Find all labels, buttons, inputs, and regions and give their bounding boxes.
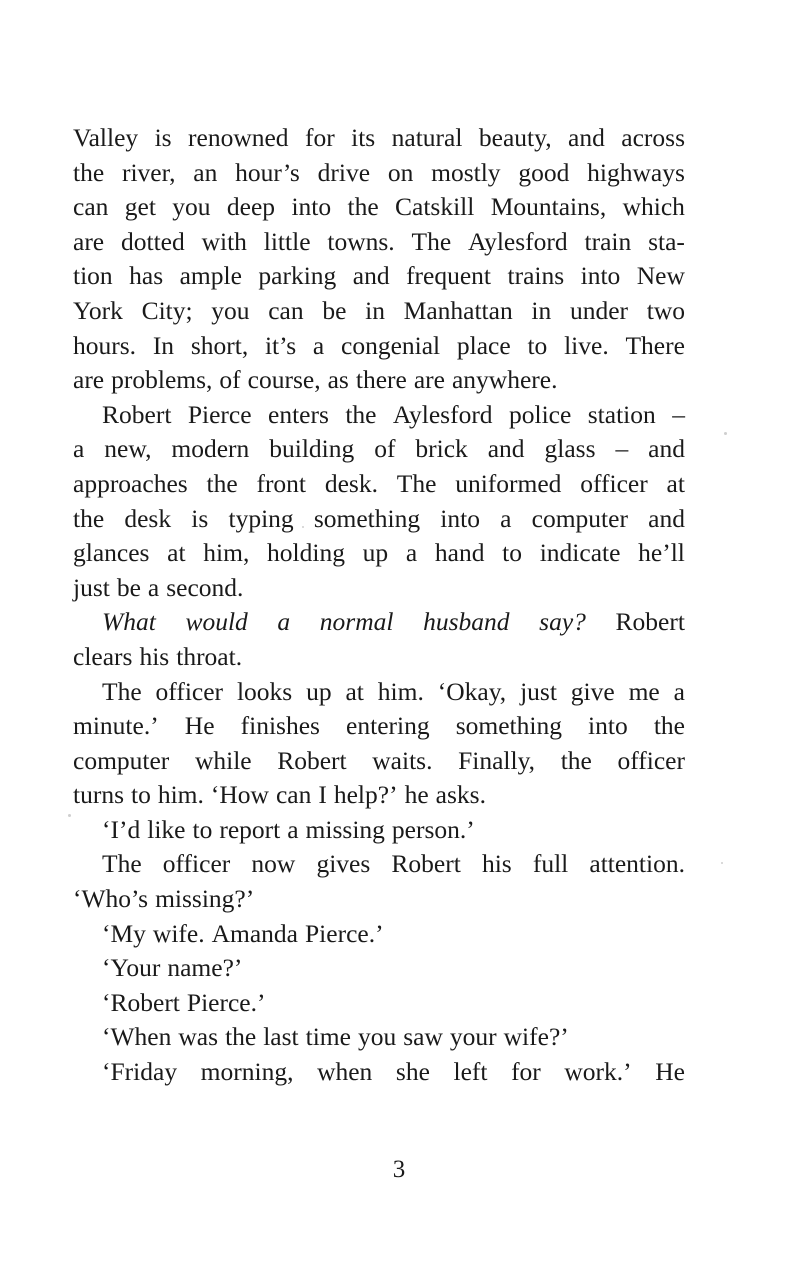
word: throat. xyxy=(176,641,243,671)
word: wife. xyxy=(152,918,205,948)
word: In xyxy=(152,330,175,360)
word: report xyxy=(219,814,281,844)
word: a xyxy=(312,330,325,360)
word: at xyxy=(345,676,364,706)
word: deep xyxy=(226,192,276,222)
word: work.’ xyxy=(564,1057,632,1087)
word: into xyxy=(440,503,480,533)
word: train xyxy=(584,226,632,256)
word: ‘My xyxy=(102,918,146,948)
word: Catskill xyxy=(395,192,475,222)
word: building xyxy=(269,434,355,464)
word: waits. xyxy=(372,745,433,775)
word: asks. xyxy=(435,780,486,810)
word: of xyxy=(374,434,396,464)
word: turns xyxy=(73,780,124,810)
word: just xyxy=(520,676,557,706)
word: of xyxy=(219,365,241,395)
word: two xyxy=(646,295,685,325)
paper-speck xyxy=(68,814,71,817)
word: ‘Okay, xyxy=(437,676,507,706)
word: tion xyxy=(73,261,113,291)
word: the xyxy=(73,503,105,533)
text-line xyxy=(73,605,685,640)
word: Robert xyxy=(615,607,685,637)
word: person.’ xyxy=(391,814,475,844)
word: the xyxy=(347,192,379,222)
text-line xyxy=(73,259,685,294)
word: me xyxy=(628,676,660,706)
word: Aylesford xyxy=(468,226,568,256)
word: frequent xyxy=(406,261,492,291)
word: The xyxy=(411,226,452,256)
word: time xyxy=(305,1022,351,1052)
word: congenial xyxy=(341,330,441,360)
text-line xyxy=(73,778,685,813)
word: up xyxy=(306,676,332,706)
word: missing?’ xyxy=(155,884,255,914)
word: river, xyxy=(121,157,176,187)
word: Valley xyxy=(73,123,139,152)
text-line xyxy=(73,882,685,917)
word: hour’s xyxy=(235,157,300,187)
word: him. xyxy=(157,780,204,810)
word: a xyxy=(287,814,299,844)
text-line xyxy=(73,813,685,848)
word: to xyxy=(131,780,151,810)
word: computer xyxy=(531,503,628,533)
word: clears xyxy=(73,641,133,671)
word: his xyxy=(139,641,170,671)
word: a xyxy=(277,607,291,637)
word: to xyxy=(192,814,213,844)
paper-speck xyxy=(724,432,727,435)
word: can xyxy=(275,780,312,810)
word: desk. xyxy=(324,468,378,498)
word: as xyxy=(327,365,349,395)
page-number: 3 xyxy=(392,1156,406,1183)
word: under xyxy=(569,295,629,325)
word: something xyxy=(455,711,562,741)
word: and xyxy=(568,123,605,152)
text-line xyxy=(73,1020,685,1055)
word: has xyxy=(129,261,164,291)
word: attention. xyxy=(589,849,685,879)
word: husband xyxy=(423,607,510,637)
text-line xyxy=(73,1055,685,1090)
paper-speck xyxy=(721,862,723,864)
word: for xyxy=(304,123,335,152)
word: and xyxy=(487,434,525,464)
word: and xyxy=(648,434,685,464)
word: Amanda xyxy=(211,918,298,948)
word: into xyxy=(291,192,332,222)
word: New xyxy=(636,261,685,291)
word: hand xyxy=(434,538,485,568)
word: Mountains, xyxy=(490,192,607,222)
word: just xyxy=(73,572,110,602)
word: a xyxy=(673,676,685,706)
word: uniformed xyxy=(455,468,562,498)
word: York xyxy=(73,295,123,325)
word: Pierce xyxy=(187,399,252,429)
word: be xyxy=(322,295,347,325)
word: Finally, xyxy=(458,745,536,775)
word: would xyxy=(185,607,248,637)
word: him. xyxy=(377,676,424,706)
word: second. xyxy=(166,572,244,602)
word: can xyxy=(73,192,109,222)
word: new, xyxy=(104,434,152,464)
word: she xyxy=(395,1057,430,1087)
word: Robert xyxy=(277,745,347,775)
word: ‘Robert xyxy=(102,987,180,1017)
word: was xyxy=(178,1022,219,1052)
word: enters xyxy=(268,399,329,429)
word: are xyxy=(413,365,445,395)
word: while xyxy=(194,745,252,775)
text-line xyxy=(73,571,685,606)
word: holding xyxy=(267,538,345,568)
word: say? xyxy=(539,607,586,637)
word: He xyxy=(655,1057,685,1087)
text-line xyxy=(73,329,685,364)
text-line xyxy=(73,986,685,1021)
text-line xyxy=(73,190,685,225)
word: brick xyxy=(415,434,468,464)
word: hours. xyxy=(73,330,137,360)
word: finishes xyxy=(240,711,320,741)
word: you xyxy=(357,1022,397,1052)
word: up xyxy=(362,538,389,568)
word: officer xyxy=(580,468,648,498)
text-line xyxy=(73,363,685,398)
word: ‘When xyxy=(102,1022,172,1052)
word: – xyxy=(615,434,629,464)
word: last xyxy=(263,1022,299,1052)
word: wife?’ xyxy=(503,1022,569,1052)
word: Aylesford xyxy=(392,399,493,429)
word: with xyxy=(201,226,247,256)
word: good xyxy=(518,157,570,187)
word: your xyxy=(449,1022,497,1052)
word: What xyxy=(102,607,156,637)
word: glances xyxy=(73,538,150,568)
word: approaches xyxy=(73,468,188,498)
text-line xyxy=(73,744,685,779)
paper-speck xyxy=(302,526,304,528)
word: can xyxy=(268,295,304,325)
word: Robert xyxy=(102,399,172,429)
word: left xyxy=(453,1057,488,1087)
word: a xyxy=(147,572,160,602)
word: normal xyxy=(319,607,394,637)
word: computer xyxy=(73,745,170,775)
text-line xyxy=(73,398,685,433)
text-line xyxy=(73,847,685,882)
word: towns. xyxy=(327,226,395,256)
text-line xyxy=(73,432,685,467)
word: the xyxy=(560,745,592,775)
word: ample xyxy=(179,261,242,291)
word: Manhattan xyxy=(403,295,513,325)
text-line xyxy=(73,917,685,952)
text-line xyxy=(73,709,685,744)
word: Pierce.’ xyxy=(305,918,384,948)
word: anywhere. xyxy=(451,365,558,395)
word: across xyxy=(621,123,685,152)
word: The xyxy=(396,468,437,498)
word: which xyxy=(622,192,685,222)
text-line xyxy=(73,225,685,260)
text-line xyxy=(73,951,685,986)
word: in xyxy=(531,295,552,325)
word: problems, xyxy=(111,365,213,395)
word: for xyxy=(511,1057,541,1087)
word: ‘Friday xyxy=(102,1057,178,1087)
word: little xyxy=(263,226,311,256)
word: the xyxy=(73,157,105,187)
word: the xyxy=(206,468,238,498)
word: in xyxy=(365,295,385,325)
word: desk xyxy=(124,503,172,533)
word: ‘I’d xyxy=(102,814,141,844)
text-line xyxy=(73,640,685,675)
word: like xyxy=(147,814,186,844)
word: full xyxy=(532,849,569,879)
word: typing xyxy=(228,503,294,533)
word: officer xyxy=(162,849,231,879)
word: a xyxy=(73,434,85,464)
word: the xyxy=(653,711,685,741)
word: natural xyxy=(391,123,463,152)
word: you xyxy=(172,192,211,222)
word: parking xyxy=(258,261,337,291)
word: drive xyxy=(317,157,371,187)
text-line xyxy=(73,502,685,537)
word: into xyxy=(588,711,628,741)
word: and xyxy=(648,503,685,533)
word: name?’ xyxy=(167,953,243,983)
word: there xyxy=(355,365,407,395)
word: station xyxy=(587,399,656,429)
word: ‘How xyxy=(210,780,269,810)
word: you xyxy=(211,295,250,325)
word: is xyxy=(191,503,209,533)
word: to xyxy=(527,330,548,360)
word: I xyxy=(318,780,327,810)
word: at xyxy=(666,468,685,498)
text-line xyxy=(73,121,685,156)
word: officer xyxy=(155,676,224,706)
word: course, xyxy=(247,365,321,395)
word: on xyxy=(387,157,414,187)
word: He xyxy=(184,711,215,741)
word: live. xyxy=(564,330,609,360)
word: its xyxy=(351,123,376,152)
word: Robert xyxy=(391,849,461,879)
word: gives xyxy=(316,849,371,879)
word: it’s xyxy=(264,330,297,360)
word: dotted xyxy=(120,226,185,256)
word: morning, xyxy=(200,1057,294,1087)
word: at xyxy=(167,538,186,568)
word: him, xyxy=(203,538,250,568)
word: trains xyxy=(507,261,565,291)
word: modern xyxy=(171,434,250,464)
word: and xyxy=(352,261,390,291)
word: mostly xyxy=(431,157,501,187)
word: are xyxy=(73,365,105,395)
text-line xyxy=(73,467,685,502)
word: a xyxy=(405,538,418,568)
word: a xyxy=(500,503,512,533)
word: The xyxy=(102,676,142,706)
word: glass xyxy=(544,434,596,464)
word: are xyxy=(73,226,105,256)
word: – xyxy=(672,399,685,429)
word: highways xyxy=(587,157,685,187)
word: something xyxy=(313,503,421,533)
word: looks xyxy=(236,676,293,706)
word: get xyxy=(124,192,156,222)
word: to xyxy=(502,538,523,568)
word: place xyxy=(456,330,511,360)
word: police xyxy=(509,399,572,429)
word: Pierce.’ xyxy=(186,987,266,1017)
word: missing xyxy=(305,814,385,844)
word: he xyxy=(404,780,429,810)
text-line xyxy=(73,156,685,191)
word: ‘Your xyxy=(102,953,161,983)
body-text xyxy=(73,121,685,1090)
text-line xyxy=(73,536,685,571)
word: his xyxy=(481,849,512,879)
word: help?’ xyxy=(333,780,398,810)
word: he’ll xyxy=(638,538,685,568)
word: front xyxy=(256,468,307,498)
word: indicate xyxy=(539,538,621,568)
word: an xyxy=(193,157,218,187)
word: when xyxy=(317,1057,373,1087)
word: the xyxy=(225,1022,257,1052)
word: now xyxy=(251,849,296,879)
text-line xyxy=(73,675,685,710)
word: the xyxy=(345,399,377,429)
word: into xyxy=(580,261,621,291)
word: give xyxy=(570,676,615,706)
word: is xyxy=(154,123,172,152)
word: be xyxy=(116,572,141,602)
word: The xyxy=(102,849,142,879)
word: entering xyxy=(346,711,430,741)
text-line xyxy=(73,294,685,329)
word: renowned xyxy=(188,123,289,152)
word: short, xyxy=(190,330,249,360)
word: beauty, xyxy=(478,123,552,152)
word: saw xyxy=(403,1022,443,1052)
word: minute.’ xyxy=(73,711,159,741)
word: ‘Who’s xyxy=(73,884,149,914)
word: City; xyxy=(141,295,193,325)
word: officer xyxy=(617,745,685,775)
word: sta- xyxy=(648,226,685,256)
word: There xyxy=(625,330,685,360)
